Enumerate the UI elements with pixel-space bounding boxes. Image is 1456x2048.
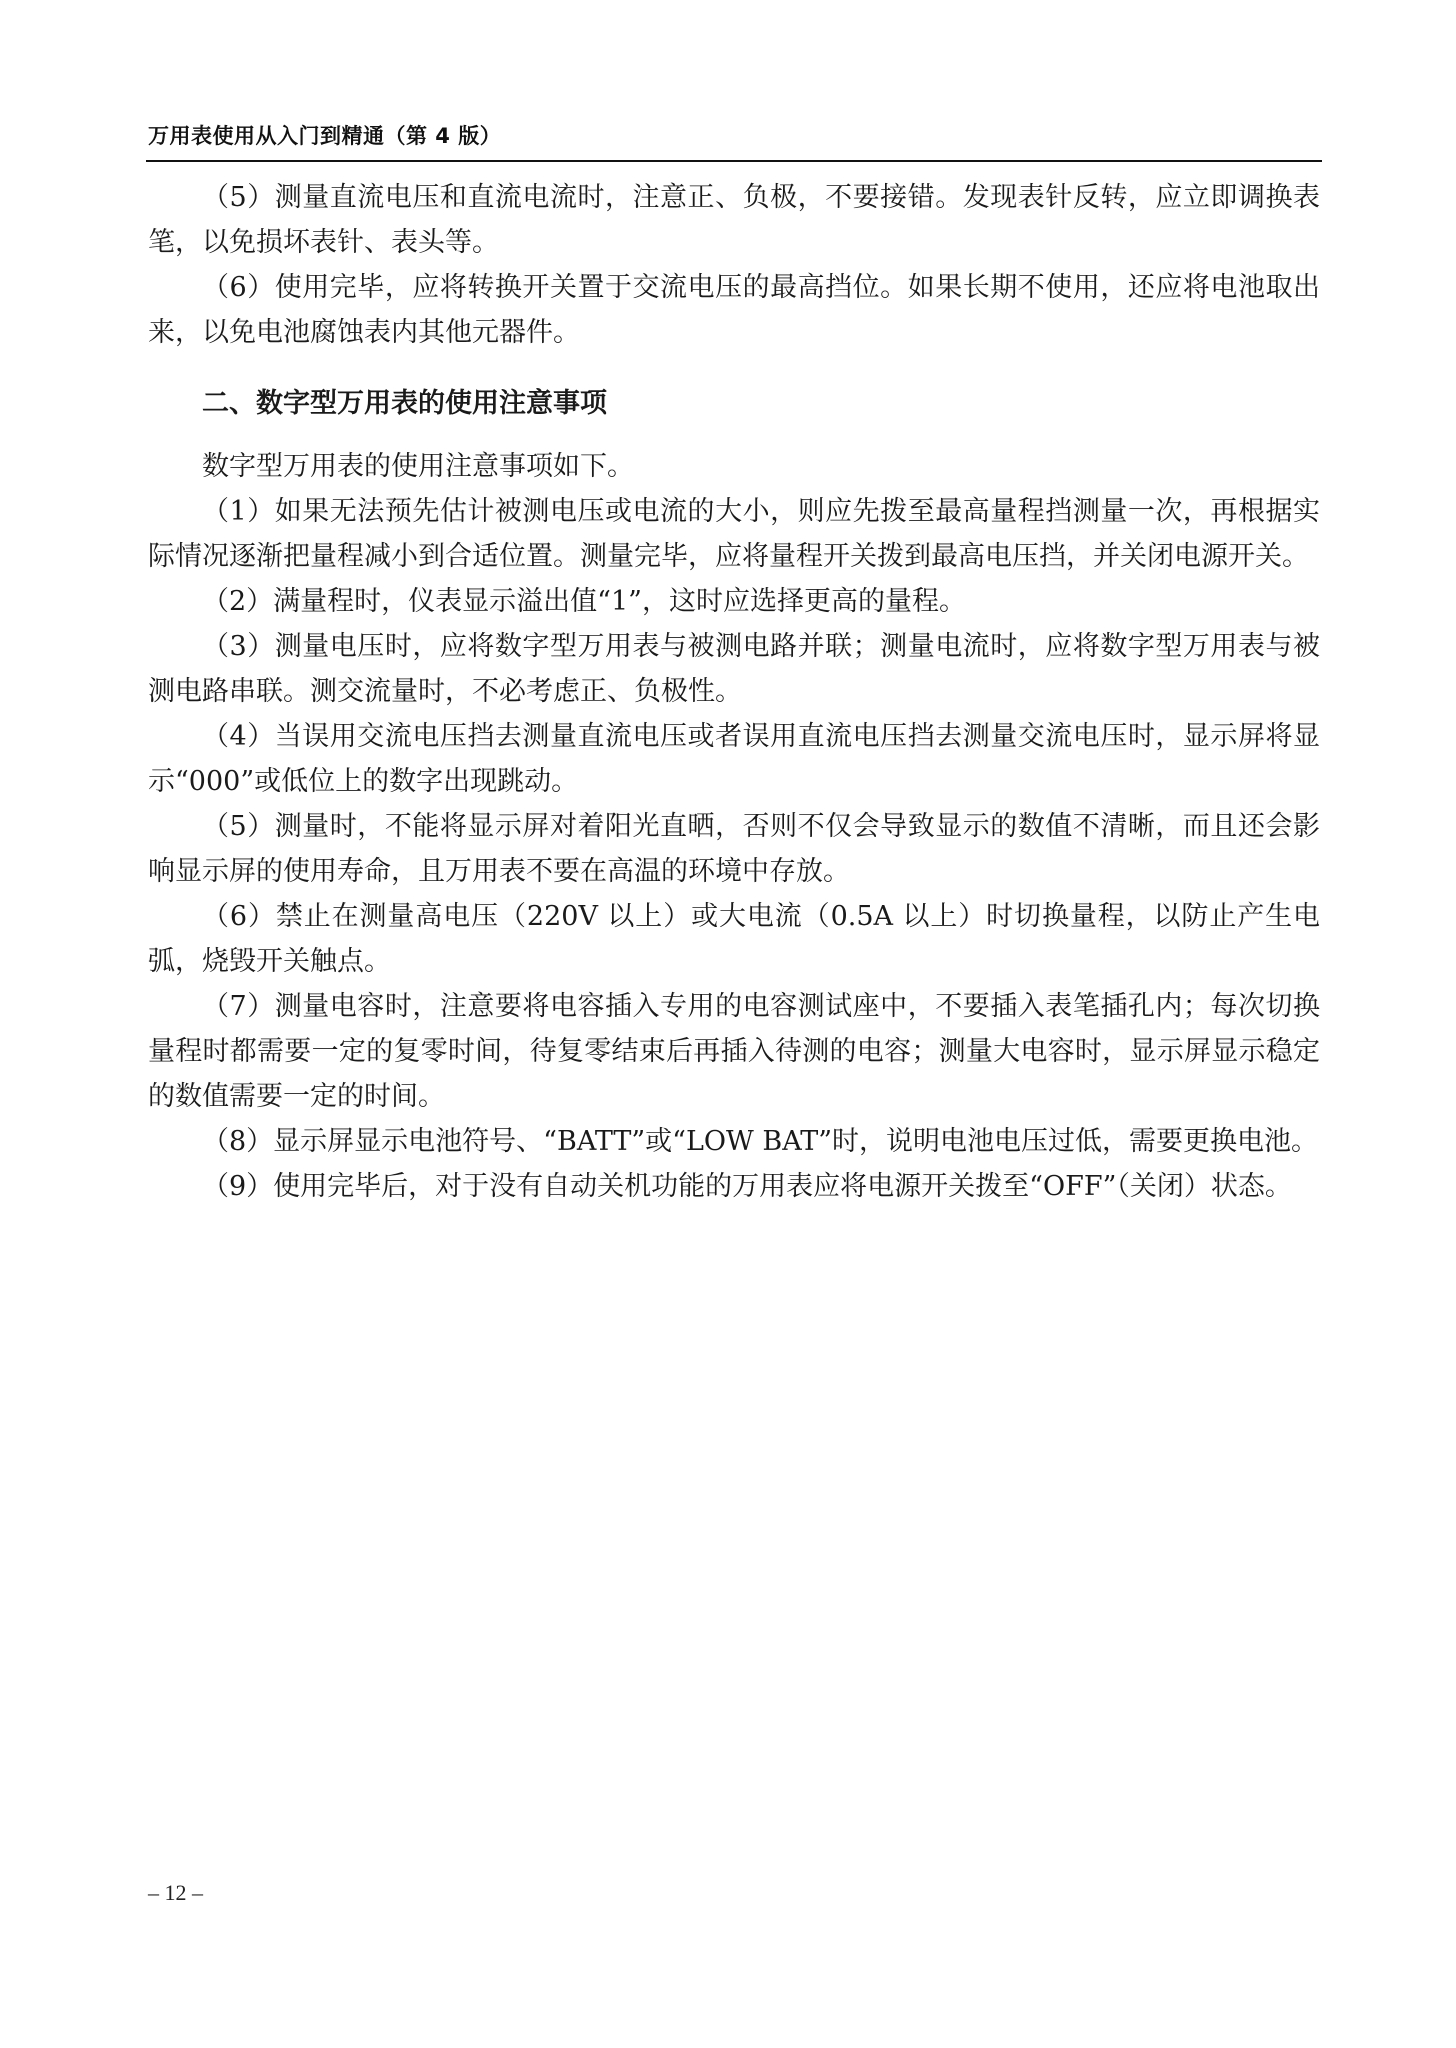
paragraph: （5）测量时，不能将显示屏对着阳光直晒，否则不仅会导致显示的数值不清晰，而且还会影响显示屏的使用寿命，且万用表不要在高温的环境中存放。 (148, 811, 1320, 887)
paragraph: 数字型万用表的使用注意事项如下。 (202, 451, 634, 482)
paragraph: （7）测量电容时，注意要将电容插入专用的电容测试座中，不要插入表笔插孔内；每次切换量程时都需要一定的复零时间，待复零结束后再插入待测的电容；测量大电容时，显示屏显示稳定的数值需要一定的时间。 (148, 991, 1320, 1112)
paragraph: （6）禁止在测量高电压（220V 以上）或大电流（0.5A 以上）时切换量程，以防止产生电弧，烧毁开关触点。 (148, 901, 1320, 977)
paragraph: （8）显示屏显示电池符号、“BATT”或“LOW BAT”时，说明电池电压过低，需要更换电池。 (202, 1126, 1319, 1157)
page-number: – 12 – (148, 1880, 203, 1905)
paragraph: （6）使用完毕，应将转换开关置于交流电压的最高挡位。如果长期不使用，还应将电池取出来，以免电池腐蚀表内其他元器件。 (148, 272, 1320, 348)
paragraph: （9）使用完毕后，对于没有自动关机功能的万用表应将电源开关拨至“OFF”（关闭）状态。 (202, 1171, 1292, 1202)
section-heading: 二、数字型万用表的使用注意事项 (202, 388, 607, 419)
paragraph: （1）如果无法预先估计被测电压或电流的大小，则应先拨至最高量程挡测量一次，再根据实际情况逐渐把量程减小到合适位置。测量完毕，应将量程开关拨到最高电压挡，并关闭电源开关。 (148, 496, 1320, 572)
running-head: 万用表使用从入门到精通（第 4 版） (148, 124, 502, 148)
header-rule (146, 160, 1322, 162)
body-text (148, 175, 1320, 1209)
paragraph: （3）测量电压时，应将数字型万用表与被测电路并联；测量电流时，应将数字型万用表与被测电路串联。测交流量时，不必考虑正、负极性。 (148, 631, 1320, 707)
paragraph: （4）当误用交流电压挡去测量直流电压或者误用直流电压挡去测量交流电压时，显示屏将显示“000”或低位上的数字出现跳动。 (148, 721, 1320, 797)
paragraph: （5）测量直流电压和直流电流时，注意正、负极，不要接错。发现表针反转，应立即调换表笔，以免损坏表针、表头等。 (148, 182, 1320, 258)
paragraph: （2）满量程时，仪表显示溢出值“1”，这时应选择更高的量程。 (202, 586, 966, 617)
